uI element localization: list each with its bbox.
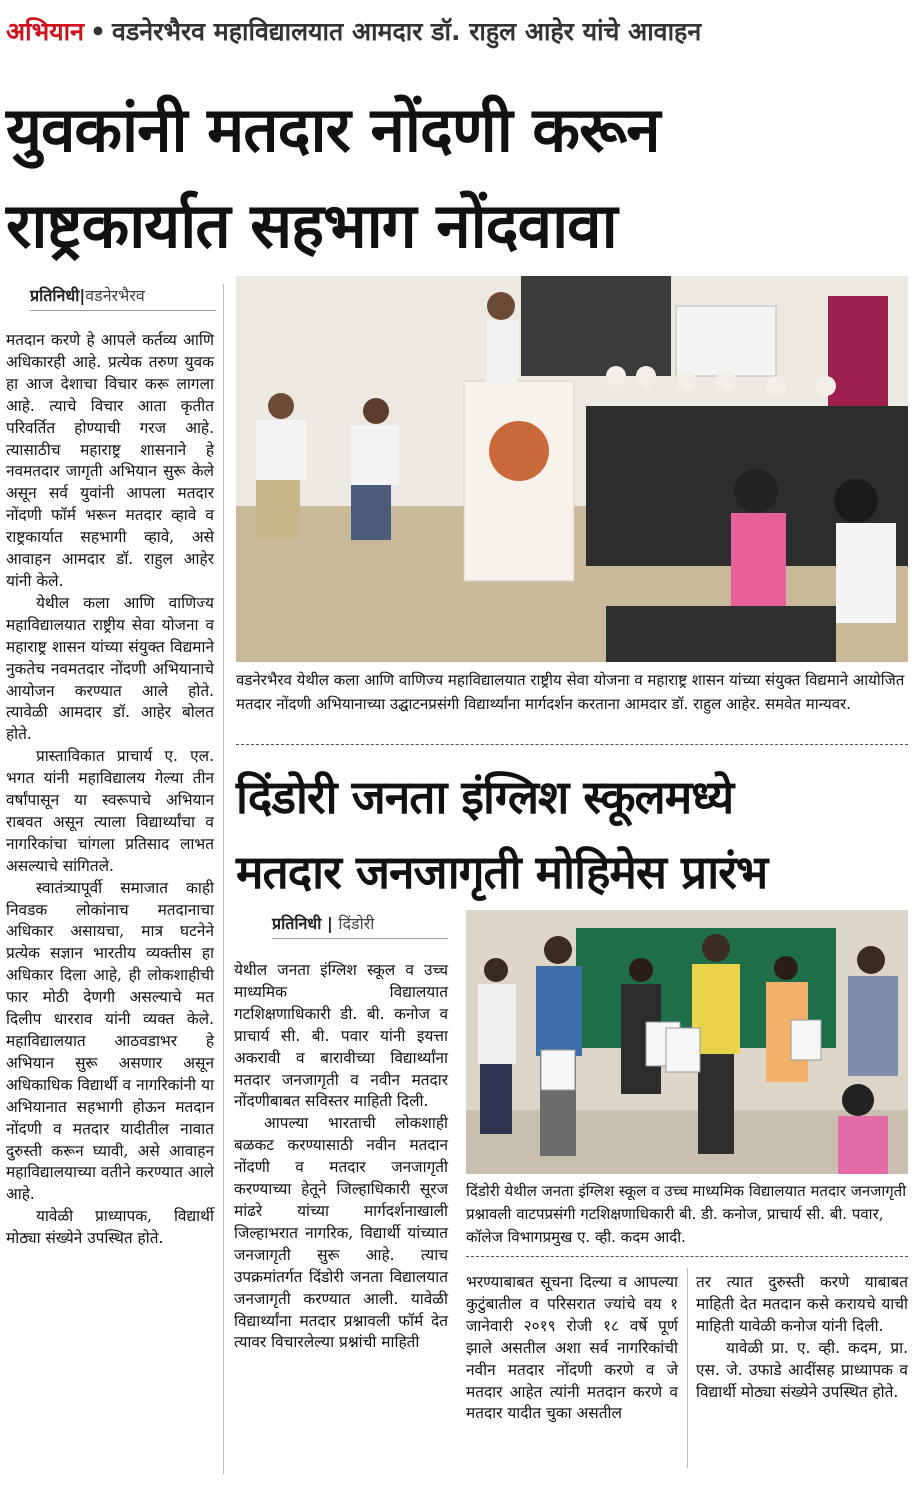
caption-separator [466, 1256, 908, 1257]
story2-col3-para-2: यावेळी प्रा. ए. व्ही. कदम, प्रा. एस. जे. उफाडे आदींसह प्राध्यापक व विद्यार्थी मोठ्या संख्येने उपस्थित होते. [696, 1338, 908, 1401]
story2-col1 [234, 960, 448, 1354]
story1-byline [30, 284, 216, 311]
byline-label: प्रतिनिधी [272, 914, 322, 933]
story-separator [236, 744, 908, 745]
story2-headline [236, 760, 906, 910]
story2-byline [272, 912, 448, 939]
story2-col1-para-1: येथील जनता इंग्लिश स्कूल व उच्च माध्यमिक विद्यालयात गटशिक्षणाधिकारी डी. बी. कनोज व प्राचार्य सी. बी. पवार यांनी इयत्ता अकरावी व बारावीच्या विद्यार्थ्यांना मतदार जनजागृती व नवीन मतदार नोंदणीबाबत सविस्तर माहिती दिली. [234, 961, 448, 1111]
story2-col2 [466, 1272, 678, 1425]
story2-photo [466, 910, 908, 1174]
column-divider [687, 1268, 688, 1468]
story2-col3-para-1: तर त्यात दुरुस्ती करणे याबाबत माहिती देत मतदान कसे करायचे याची माहिती यावेळी कनोज यांनी दिली. [696, 1273, 908, 1335]
story2-col1-para-2: आपल्या भारताची लोकशाही बळकट करण्यासाठी नवीन मतदान नोंदणी व मतदार जनजागृती करण्याच्या हेतूने जिल्हाधिकारी सूरज मांढरे यांच्या मार्गदर्शनाखाली जिल्हाभरात नागरिक, विद्यार्थी यांच्यात जनजागृती सुरू आहे. त्याच उपक्रमांतर्गत दिंडोरी जनता विद्यालयात जनजागृती करण्यात आली. यावेळी विद्यार्थ्यांना मतदार प्रश्नावली फॉर्म देत त्यावर विचारलेल्या प्रश्नांची माहिती [234, 1114, 448, 1352]
headline-line1: युवकांनी मतदार नोंदणी करून [6, 93, 660, 166]
byline-place: दिंडोरी [338, 914, 375, 933]
kicker-tag: अभियान [6, 17, 85, 46]
byline-label: प्रतिनिधी [30, 286, 80, 305]
story2-caption: दिंडोरी येथील जनता इंग्लिश स्कूल व उच्च माध्यमिक विद्यालयात मतदार जनजागृती प्रश्नावली वाटपप्रसंगी गटशिक्षणाधिकारी बी. डी. कनोज, प्राचार्य सी. बी. पवार, कॉलेज विभागप्रमुख ए. व्ही. कदम आदी. [466, 1182, 907, 1246]
story1-para-1: मतदान करणे हे आपले कर्तव्य आणि अधिकारही आहे. प्रत्येक तरुण युवक हा आज देशाचा विचार करू लागला आहे. त्याचे विचार आता कृतीत परिवर्तित होण्याची गरज आहे. त्यासाठीच महाराष्ट्र शासनाने हे नवमतदार जागृती अभियान सुरू केले असून सर्व युवांनी आपला मतदार नोंदणी फॉर्म भरून मतदार व्हावे व राष्ट्रकार्यात सहभागी व्हावे, असे आवाहन आमदार डॉ. राहुल आहेर यांनी केले. [6, 331, 214, 590]
story1-para-5: यावेळी प्राध्यापक, विद्यार्थी मोठ्या संख्येने उपस्थित होते. [6, 1207, 214, 1248]
kicker-bullet: • [90, 17, 106, 46]
story2-col3 [696, 1272, 908, 1403]
column-divider [223, 284, 224, 1474]
story1-body [6, 330, 214, 1250]
story1-para-3: प्रास्ताविकात प्राचार्य ए. एल. भगत यांनी महाविद्यालय गेल्या तीन वर्षांपासून या स्वरूपाचे अभियान राबवत असून त्याला विद्यार्थ्यांचा व नागरिकांचा चांगला प्रतिसाद लाभत असल्याचे सांगितले. [6, 747, 214, 875]
story1-caption: वडनेरभैरव येथील कला आणि वाणिज्य महाविद्यालयात राष्ट्रीय सेवा योजना व महाराष्ट्र शासन यांच्या संयुक्त विद्यमाने आयोजित मतदार नोंदणी अभियानाच्या उद्घाटनप्रसंगी विद्यार्थ्यांना मार्गदर्शन करताना आमदार डॉ. राहुल आहेर. समवेत मान्यवर. [236, 671, 905, 713]
headline-line2: मतदार जनजागृती मोहिमेस प्रारंभ [236, 845, 768, 899]
byline-sep: | [326, 914, 333, 933]
story1-photo [236, 276, 908, 662]
story2-col2-para-1: भरण्याबाबत सूचना दिल्या व आपल्या कुटुंबातील व परिसरात ज्यांचे वय १ जानेवारी २०१९ रोजी १८ वर्षे पूर्ण झाले असतील अशा सर्व नागरिकांची नवीन मतदार नोंदणी करणे व जे मतदार आहेत त्यांनी मतदान करणे व मतदार यादीत चुका असतील [466, 1273, 678, 1423]
story1-kicker [6, 14, 906, 48]
story1-para-4: स्वातंत्र्यापूर्वी समाजात काही निवडक लोकांनाच मतदानाचा अधिकार असायचा, मात्र घटनेने प्रत्येक सज्ञान भारतीय व्यक्तीस हा अधिकार दिला आहे, ही लोकशाहीची फार मोठी देणगी असल्याचे मत दिलीप धारराव यांनी व्यक्त केले. महाविद्यालयात आठवडाभर हे अभियान सुरू असणार असून अधिकाधिक विद्यार्थी व नागरिकांनी या अभियानात सहभागी होऊन मतदान नोंदणी व मतदार यादीतील नावात दुरुस्ती करून घ्यावी, असे आवाहन महाविद्यालयाच्या वतीने करण्यात आले आहे. [6, 878, 214, 1204]
byline-place: वडनेरभैरव [85, 286, 145, 305]
headline-line2: राष्ट्रकार्यात सहभाग नोंदवावा [6, 189, 617, 262]
story1-headline [6, 82, 906, 274]
headline-line1: दिंडोरी जनता इंग्लिश स्कूलमध्ये [236, 770, 734, 824]
byline-sep: | [79, 286, 86, 305]
kicker-text: वडनेरभैरव महाविद्यालयात आमदार डॉ. राहुल आहेर यांचे आवाहन [112, 17, 702, 46]
story1-para-2: येथील कला आणि वाणिज्य महाविद्यालयात राष्ट्रीय सेवा योजना व महाराष्ट्र शासन यांच्या संयुक्त विद्यमाने नुकतेच नवमतदार नोंदणी अभियानाचे आयोजन करण्यात आले होते. त्यावेळी आमदार डॉ. आहेर बोलत होते. [6, 593, 214, 744]
